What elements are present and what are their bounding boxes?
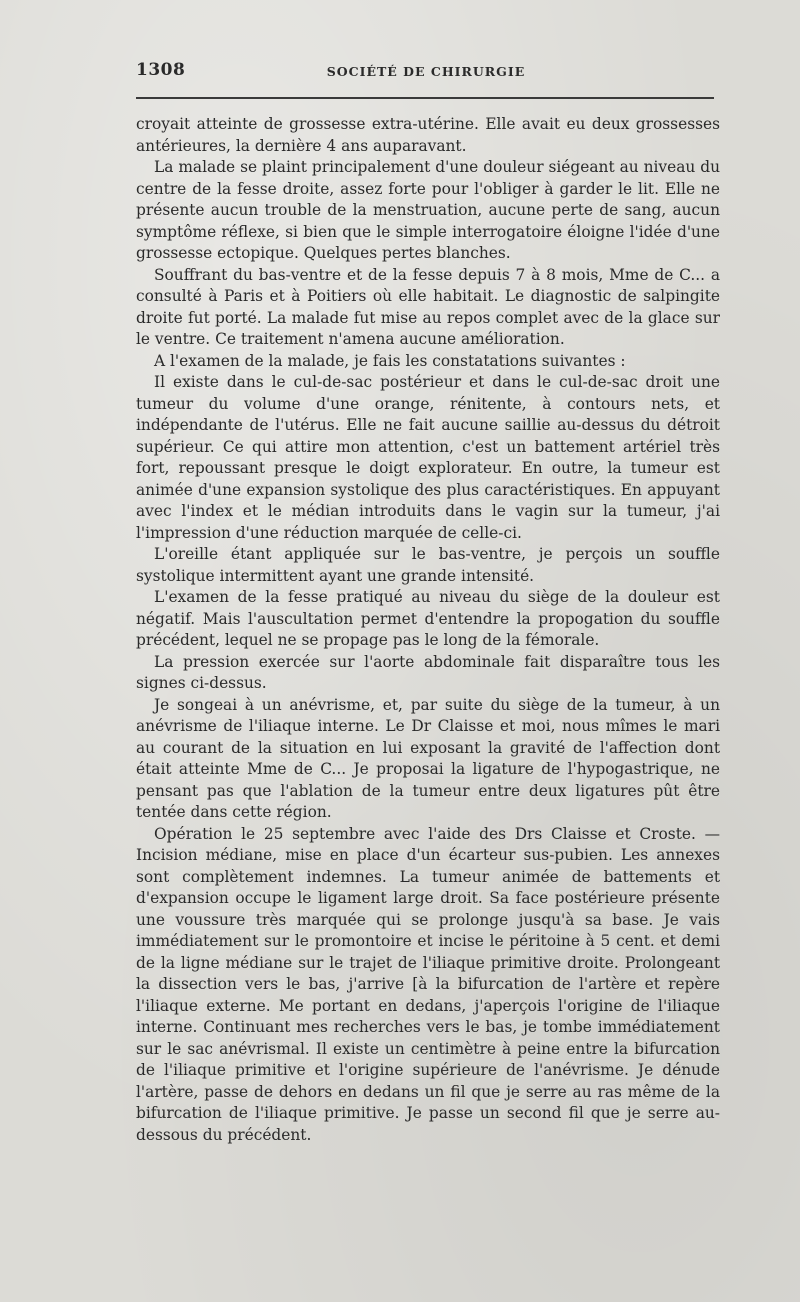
paragraph-8: La pression exercée sur l'aorte abdominale fait disparaître tous les signes ci-dessus. — [136, 652, 720, 692]
paragraph-7: L'examen de la fesse pratiqué au niveau du siège de la douleur est négatif. Mais l'auscultation permet d'entendre la propogation du souffle précédent, lequel ne se propage pas le long de la fémorale. — [136, 588, 720, 649]
page-header — [136, 58, 716, 88]
paragraph-6: L'oreille étant appliquée sur le bas-ventre, je perçois un souffle systolique intermittent ayant une grande intensité. — [136, 545, 720, 585]
paragraph-10: Opération le 25 septembre avec l'aide des Drs Claisse et Croste. — Incision médiane, mise en place d'un écarteur sus-pubien. Les annexes sont complètement indemnes. La tumeur animée de battements et d'expansion occupe le ligament large droit. Sa face postérieure présente une voussure très marquée qui se prolonge jusqu'à sa base. Je vais immédiatement sur le promontoire et incise le péritoine à 5 cent. et demi de la ligne médiane sur le trajet de l'iliaque primitive droite. Prolongeant la dissection vers le bas, j'arrive [à la bifurcation de l'artère et repère l'iliaque externe. Me portant en dedans, j'aperçois l'origine de l'iliaque interne. Continuant mes recherches vers le bas, je tombe immédiatement sur le sac anévrismal. Il existe un centimètre à peine entre la bifurcation de l'iliaque primitive et l'origine supérieure de l'anévrisme. Je dénude l'artère, passe de dehors en dedans un fil que je serre au ras même de la bifurcation de l'iliaque primitive. Je passe un second fil que je serre au-dessous du précédent. — [136, 824, 720, 1144]
page-number: 1308 — [136, 60, 186, 80]
paragraph-9: Je songeai à un anévrisme, et, par suite du siège de la tumeur, à un anévrisme de l'iliaque interne. Le Dr Claisse et moi, nous mîmes le mari au courant de la situation en lui exposant la gravité de l'affection dont était atteinte Mme de C... Je proposai la ligature de l'hypogastrique, ne pensant pas que l'ablation de la tumeur entre deux ligatures pût être tentée dans cette région. — [136, 695, 720, 821]
header-rule — [136, 97, 714, 99]
paragraph-2: La malade se plaint principalement d'une douleur siégeant au niveau du centre de la fesse droite, assez forte pour l'obliger à garder le lit. Elle ne présente aucun trouble de la menstruation, aucune perte de sang, aucun symptôme réflexe, si bien que le simple interrogatoire éloigne l'idée d'une grossesse ectopique. Quelques pertes blanches. — [136, 158, 720, 262]
paragraph-1: croyait atteinte de grossesse extra-utérine. Elle avait eu deux grossesses antérieures, la dernière 4 ans auparavant. — [136, 115, 720, 155]
paragraph-5: Il existe dans le cul-de-sac postérieur et dans le cul-de-sac droit une tumeur du volume d'une orange, rénitente, à contours nets, et indépendante de l'utérus. Elle ne fait aucune saillie au-dessus du détroit supérieur. Ce qui attire mon attention, c'est un battement artériel très fort, repoussant presque le doigt explorateur. En outre, la tumeur est animée d'une expansion systolique des plus caractéristiques. En appuyant avec l'index et le médian introduits dans le vagin sur la tumeur, j'ai l'impression d'une réduction marquée de celle-ci. — [136, 373, 720, 542]
running-head: SOCIÉTÉ DE CHIRURGIE — [326, 64, 526, 79]
paragraph-3: Souffrant du bas-ventre et de la fesse depuis 7 à 8 mois, Mme de C... a consulté à Paris et à Poitiers où elle habitait. Le diagnostic de salpingite droite fut porté. La malade fut mise au repos complet avec de la glace sur le ventre. Ce traitement n'amena aucune amélioration. — [136, 265, 720, 348]
paragraph-4: A l'examen de la malade, je fais les constatations suivantes : — [154, 351, 626, 370]
body-text — [136, 114, 720, 1146]
